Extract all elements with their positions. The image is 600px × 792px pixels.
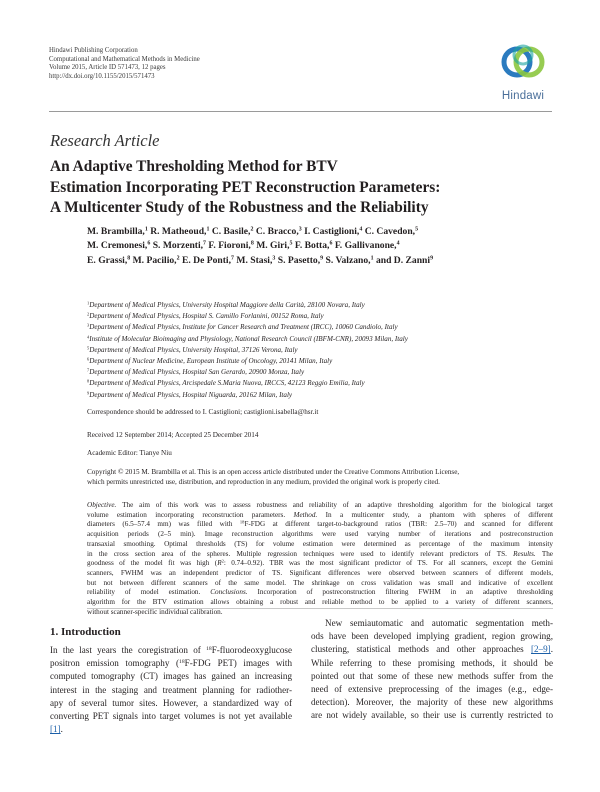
author-sup: 2 xyxy=(176,255,180,262)
isotope-sup: 18 xyxy=(239,519,245,525)
abstract-line: acquisition periods (2–5 min). Image reconstruction algorithms were used varying number of iterations and postreconstruction xyxy=(87,530,553,539)
abstract-rule xyxy=(87,608,553,609)
affiliation-text: Department of Medical Physics, Hospital S. Camillo Forlanini, 00152 Roma, Italy xyxy=(89,312,324,321)
body-text: In the last years the coregistration of xyxy=(50,645,207,655)
author-sup: 1 xyxy=(370,255,374,262)
body-text: positron emission tomography ( xyxy=(50,658,180,669)
abstract-text: The xyxy=(535,549,554,558)
citation-link[interactable]: [1] xyxy=(50,724,61,735)
author: C. Bracco, xyxy=(255,226,299,237)
abstract-line xyxy=(87,559,553,569)
affiliation xyxy=(87,300,557,311)
header-rule xyxy=(49,111,552,112)
affiliation-text: Institute of Molecular Bioimaging and Physiology, National Research Council (IBFM-CNR), 20093 Milan, Italy xyxy=(89,334,408,343)
title-line: Estimation Incorporating PET Reconstruction Parameters: xyxy=(50,178,441,196)
author: M. Pacilio, xyxy=(132,254,177,266)
affiliation-text: Department of Nuclear Medicine, European Institute of Oncology, 20141 Milan, Italy xyxy=(89,357,333,366)
r-squared-sup: 2 xyxy=(221,558,224,564)
affiliation xyxy=(87,334,557,345)
conclusions-label: Conclusions. xyxy=(210,588,248,597)
abstract-line xyxy=(87,501,553,511)
abstract-text: : 0.74–0.92). TBR was the most significant predictor of TS. For all scanners, except the Gemini xyxy=(223,559,553,568)
author-line xyxy=(87,254,557,268)
body-line: need of extensive preprocessing of the images (e.g., edge- xyxy=(311,684,553,695)
affiliation-text: Department of Medical Physics, University Hospital Maggiore della Carità, 28100 Novara, Italy xyxy=(89,301,365,309)
abstract-line: algorithm for the BTV estimation allows obtaining a robust and reliable method to be applied to a variety of different scanners, xyxy=(87,598,553,607)
body-line xyxy=(311,643,553,656)
author-line xyxy=(87,239,557,253)
received-date: Received 12 September 2014; Accepted 25 December 2014 xyxy=(87,431,259,439)
affiliation-number: 9 xyxy=(87,390,90,396)
author-sup: 8 xyxy=(250,241,254,248)
abstract-text: diameters (6.5–57.4 mm) was filled with xyxy=(87,520,240,529)
copyright-notice xyxy=(87,468,553,487)
body-line: While referring to these promising methods, it should be xyxy=(311,657,553,668)
body-line: interest in the staging and treatment planning for radiother- xyxy=(50,684,292,695)
author: M. Brambilla, xyxy=(87,226,145,237)
affiliation-text: Department of Medical Physics, University Hospital, 37126 Verona, Italy xyxy=(89,345,298,354)
paper-title xyxy=(50,157,550,219)
body-line: computed tomography (CT) images has gained an increasing xyxy=(50,671,292,682)
body-line: pointed out that some of these new methods suffer from the xyxy=(311,670,553,681)
abstract-text: Incorporation of postreconstruction filtering FWHM in an adaptive thresholding xyxy=(247,588,553,597)
author-sup: 9 xyxy=(430,255,434,262)
author-sup: 6 xyxy=(329,241,333,248)
author-sup: 2 xyxy=(250,226,254,233)
affiliation-text: Department of Medical Physics, Hospital San Gerardo, 20900 Monza, Italy xyxy=(89,368,305,377)
author-sup: 1 xyxy=(144,226,148,233)
r-squared-var: R xyxy=(217,559,222,568)
hindawi-logo xyxy=(494,38,552,104)
body-line: detection). Moreover, the majority of these new algorithms xyxy=(311,697,553,708)
abstract-line xyxy=(87,511,553,521)
affiliation-number: 3 xyxy=(87,323,90,328)
body-text: F-fluorodeoxyglucose xyxy=(211,645,292,655)
affiliation-number: 1 xyxy=(87,300,90,306)
abstract-line: transaxial smoothing. Optimal thresholds (TS) for volume estimation were determined as percentage of the maximum intensity xyxy=(87,539,553,548)
body-line xyxy=(50,723,292,736)
author: I. Castiglioni, xyxy=(304,226,360,237)
affiliation-number: 2 xyxy=(87,311,90,317)
isotope-sup: 18 xyxy=(206,645,212,652)
affiliation xyxy=(87,311,557,322)
affiliation-text: Department of Medical Physics, Hospital Niguarda, 20162 Milan, Italy xyxy=(89,390,293,399)
body-line: converting PET signals into target volumes is not yet available xyxy=(50,711,292,722)
author: and D. Zanni xyxy=(375,254,431,266)
author: E. De Ponti, xyxy=(181,254,232,266)
title-line: A Multicenter Study of the Robustness and the Reliability xyxy=(50,199,429,217)
abstract-line xyxy=(87,520,553,530)
affiliation xyxy=(87,390,557,401)
abstract-text: F-FDG at different target-to-background ratios (TBR: 2.5–70) and scanned for different xyxy=(244,520,553,529)
isotope-sup: 18 xyxy=(179,659,185,666)
hindawi-logo-text: Hindawi xyxy=(501,90,545,102)
intro-column-right xyxy=(311,617,553,723)
title-line: An Adaptive Thresholding Method for BTV xyxy=(50,158,338,175)
citation-link[interactable]: [2–9] xyxy=(531,644,551,655)
journal-header xyxy=(49,47,200,81)
abstract-text: The aim of this work was to assess robustness and reliability of an adaptive thresholding algorithm for the biological target xyxy=(116,501,553,509)
abstract-text: goodness of the model fit was high ( xyxy=(87,559,218,568)
results-label: Results. xyxy=(513,549,536,558)
author: F. Gallivanone, xyxy=(334,240,397,252)
copyright-line: Copyright © 2015 M. Brambilla et al. This is an open access article distributed under the Creative Commons Attribution License, xyxy=(87,468,460,476)
abstract-text: In a multicenter study, a phantom with spheres of different xyxy=(317,510,553,519)
abstract-text: volume estimation incorporating reconstruction parameters. xyxy=(87,510,294,519)
affiliation xyxy=(87,356,557,367)
author: M. Giri, xyxy=(256,240,290,252)
section-heading: 1. Introduction xyxy=(50,626,121,638)
author-sup: 5 xyxy=(415,226,419,233)
abstract-text: reliability of model estimation. xyxy=(87,588,211,597)
author: S. Pasetto, xyxy=(277,254,321,266)
abstract-line xyxy=(87,588,553,598)
publisher: Hindawi Publishing Corporation xyxy=(49,47,138,54)
body-line xyxy=(50,644,292,657)
author: R. Matheoud, xyxy=(150,226,207,237)
affiliation-number: 7 xyxy=(87,367,90,373)
body-line: New semiautomatic and automatic segmentation meth- xyxy=(325,618,553,628)
affiliation-number: 6 xyxy=(87,356,90,362)
article-type: Research Article xyxy=(50,131,160,150)
affiliation-list xyxy=(87,300,557,401)
author: C. Cavedon, xyxy=(364,226,416,237)
correspondence: Correspondence should be addressed to I. Castiglioni; castiglioni.isabella@hsr.it xyxy=(87,408,319,416)
abstract-text: in the cross section area of the spheres. Multiple regression techniques were used to identify relevant predictors of TS. xyxy=(87,549,514,558)
abstract-line: but not between different scanners of the same model. The shrinkage on cross validation was small and indicative of excellent xyxy=(87,578,553,587)
body-text: F-FDG PET) images with xyxy=(184,658,292,669)
author: M. Cremonesi, xyxy=(87,240,148,252)
affiliation xyxy=(87,345,557,356)
doi-link[interactable]: http://dx.doi.org/10.1155/2015/571473 xyxy=(49,72,155,80)
affiliation-number: 5 xyxy=(87,345,90,351)
author-sup: 5 xyxy=(289,241,293,248)
copyright-line: which permits unrestricted use, distribution, and reproduction in any medium, provided the original work is properly cited. xyxy=(87,477,440,486)
abstract-line: scanners, FWHM was an independent predictor of TS. Significant differences were observed between scanners of different models, xyxy=(87,568,553,577)
author: F. Fioroni, xyxy=(208,240,251,252)
abstract-line: without scanner-specific individual calibration. xyxy=(87,607,223,616)
academic-editor: Academic Editor: Tianye Niu xyxy=(87,449,172,457)
author-sup: 3 xyxy=(298,226,302,233)
abstract-line xyxy=(87,550,553,560)
objective-label: Objective. xyxy=(87,501,117,509)
abstract xyxy=(87,501,553,617)
affiliation xyxy=(87,367,557,378)
author: S. Valzano, xyxy=(325,254,371,266)
affiliation-text: Department of Medical Physics, Institute for Cancer Research and Treatment (IRCC), 10060 Candiolo, Italy xyxy=(89,323,398,332)
author: F. Botta, xyxy=(294,240,330,252)
affiliation xyxy=(87,322,557,333)
author-list xyxy=(87,225,557,268)
intro-column-left xyxy=(50,644,292,736)
author-sup: 9 xyxy=(320,255,324,262)
affiliation-number: 8 xyxy=(87,379,90,385)
body-text: clustering, statistical methods and other approaches xyxy=(311,644,532,655)
affiliation-number: 4 xyxy=(87,334,90,340)
body-line xyxy=(50,657,292,670)
author-sup: 4 xyxy=(396,241,400,248)
author-sup: 7 xyxy=(203,241,207,248)
author: E. Grassi, xyxy=(87,254,128,266)
affiliation-text: Department of Medical Physics, Arcispedale S.Maria Nuova, IRCCS, 42123 Reggio Emilia, Italy xyxy=(89,379,365,388)
body-line: apy of several tumor sites. However, a standardized way of xyxy=(50,697,292,708)
method-label: Method. xyxy=(293,510,318,519)
affiliation xyxy=(87,378,557,389)
author: M. Stasi, xyxy=(236,254,273,266)
body-line: are not widely available, so their use is currently restricted to xyxy=(311,710,553,721)
author-sup: 8 xyxy=(127,255,131,262)
journal-name: Computational and Mathematical Methods in Medicine xyxy=(49,55,200,63)
author-sup: 6 xyxy=(147,241,151,248)
body-text: . xyxy=(550,644,553,655)
hindawi-logo-icon xyxy=(494,38,552,90)
author-line xyxy=(87,225,557,239)
author: C. Basile, xyxy=(211,226,251,237)
author-sup: 7 xyxy=(231,255,234,262)
author-sup: 4 xyxy=(359,226,363,233)
author-sup: 3 xyxy=(272,255,276,262)
body-text: . xyxy=(60,724,63,735)
author: S. Morzenti, xyxy=(152,240,204,252)
author-sup: 1 xyxy=(206,226,210,233)
volume-info: Volume 2015, Article ID 571473, 12 pages xyxy=(49,64,166,72)
body-line: ods have been developed implying gradient, region growing, xyxy=(311,631,553,642)
